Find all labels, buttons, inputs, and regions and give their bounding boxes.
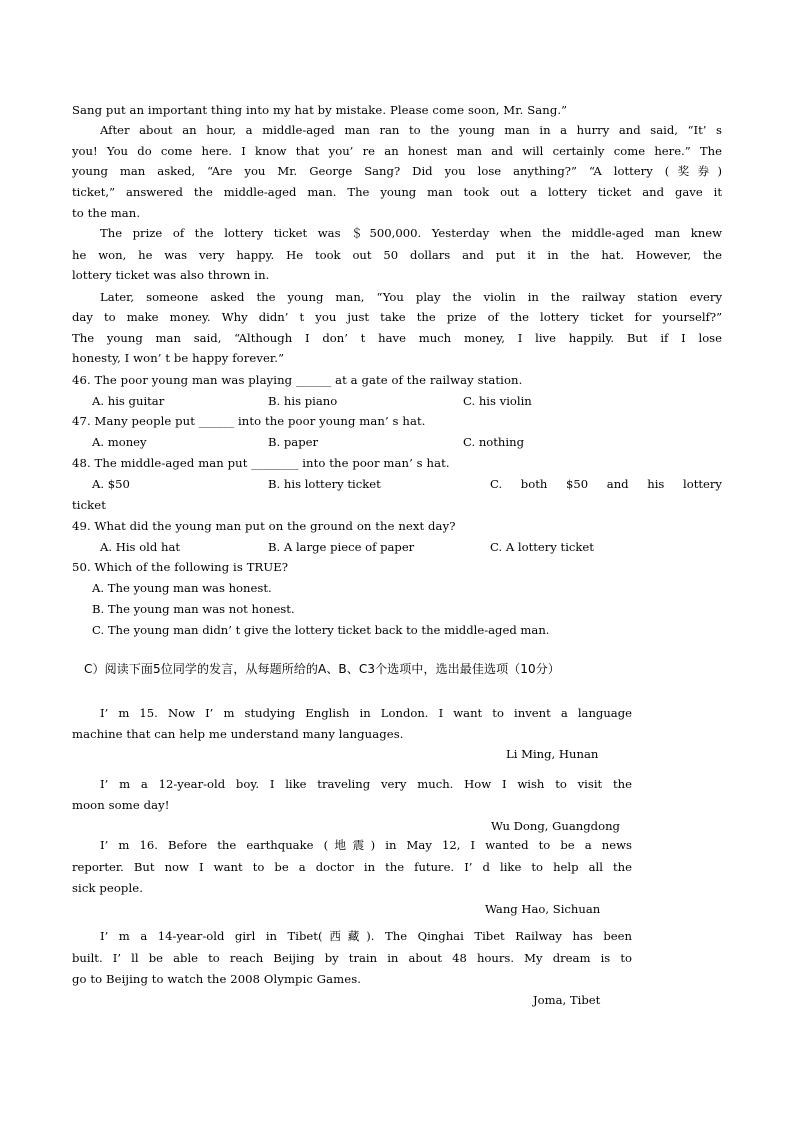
speaker-line: sick people. <box>72 881 144 895</box>
speaker-signature: Wang Hao, Sichuan <box>485 902 601 916</box>
q46-option-c[interactable]: C. his violin <box>463 394 532 408</box>
question-48-stem: 48. The middle-aged man put ________ into the poor man’ s hat. <box>72 456 450 470</box>
story-line: day to make money. Why didn’ t you just take the prize of the lottery ticket for yourself?” <box>72 310 722 324</box>
story-line: you! You do come here. I know that you’ re an honest man and will certainly come here.” The <box>72 144 722 158</box>
speaker-line: go to Beijing to watch the 2008 Olympic Games. <box>72 972 362 986</box>
q48-option-c[interactable]: C. both $50 and his lottery <box>490 477 722 491</box>
q47-option-b[interactable]: B. paper <box>268 435 319 449</box>
speaker-line: I’ m a 12-year-old boy. I like traveling very much. How I wish to visit the <box>100 777 632 791</box>
speaker-line: moon some day! <box>72 798 170 812</box>
speaker-line: machine that can help me understand many languages. <box>72 727 404 741</box>
speaker-line: reporter. But now I want to be a doctor in the future. I’ d like to help all the <box>72 860 632 874</box>
q46-option-b[interactable]: B. his piano <box>268 394 338 408</box>
speaker-line: I’ m 16. Before the earthquake (地震) in May 12, I wanted to be a news <box>100 838 632 852</box>
q48-option-b[interactable]: B. his lottery ticket <box>268 477 381 491</box>
story-line: Sang put an important thing into my hat by mistake. Please come soon, Mr. Sang.” <box>72 103 568 117</box>
speaker-line: built. I’ ll be able to reach Beijing by train in about 48 hours. My dream is to <box>72 951 632 965</box>
q48-option-a[interactable]: A. $50 <box>92 477 130 491</box>
speaker-signature: Li Ming, Hunan <box>506 747 599 761</box>
q50-option-a[interactable]: A. The young man was honest. <box>92 581 272 595</box>
story-line: ticket,” answered the middle-aged man. The young man took out a lottery ticket and gave it <box>72 185 722 199</box>
story-line: After about an hour, a middle-aged man ran to the young man in a hurry and said, “It’ s <box>100 123 722 137</box>
speaker-line: I’ m 15. Now I’ m studying English in London. I want to invent a language <box>100 706 632 720</box>
q47-option-c[interactable]: C. nothing <box>463 435 524 449</box>
q49-option-a[interactable]: A. His old hat <box>100 540 181 554</box>
q46-option-a[interactable]: A. his guitar <box>92 394 165 408</box>
q47-option-a[interactable]: A. money <box>92 435 147 449</box>
story-line: young man asked, “Are you Mr. George Sang? Did you lose anything?” “A lottery (奖券) <box>72 164 722 178</box>
speaker-signature: Wu Dong, Guangdong <box>491 819 620 833</box>
q48-option-c-wrap: ticket <box>72 498 107 512</box>
speaker-signature: Joma, Tibet <box>533 993 601 1007</box>
story-line: The prize of the lottery ticket was ＄500,000. Yesterday when the middle-aged man knew <box>100 226 722 240</box>
question-49-stem: 49. What did the young man put on the ground on the next day? <box>72 519 456 533</box>
story-line: Later, someone asked the young man, “You play the violin in the railway station every <box>100 290 722 304</box>
question-47-stem: 47. Many people put ______ into the poor young man’ s hat. <box>72 414 426 428</box>
story-line: lottery ticket was also thrown in. <box>72 268 270 282</box>
speaker-line: I’ m a 14-year-old girl in Tibet(西藏). The Qinghai Tibet Railway has been <box>100 929 632 943</box>
q49-option-b[interactable]: B. A large piece of paper <box>268 540 415 554</box>
q50-option-b[interactable]: B. The young man was not honest. <box>92 602 295 616</box>
question-50-stem: 50. Which of the following is TRUE? <box>72 560 289 574</box>
q50-option-c[interactable]: C. The young man didn’ t give the lottery ticket back to the middle-aged man. <box>92 623 550 637</box>
story-line: he won, he was very happy. He took out 50 dollars and put it in the hat. However, the <box>72 248 722 262</box>
q49-option-c[interactable]: C. A lottery ticket <box>490 540 594 554</box>
story-line: to the man. <box>72 206 141 220</box>
question-46-stem: 46. The poor young man was playing ______ at a gate of the railway station. <box>72 373 523 387</box>
story-line: honesty, I won’ t be happy forever.” <box>72 351 285 365</box>
story-line: The young man said, “Although I don’ t have much money, I live happily. But if I lose <box>72 331 722 345</box>
section-c-heading: C）阅读下面5位同学的发言，从每题所给的A、B、C3个选项中，选出最佳选项（10分） <box>84 662 560 676</box>
